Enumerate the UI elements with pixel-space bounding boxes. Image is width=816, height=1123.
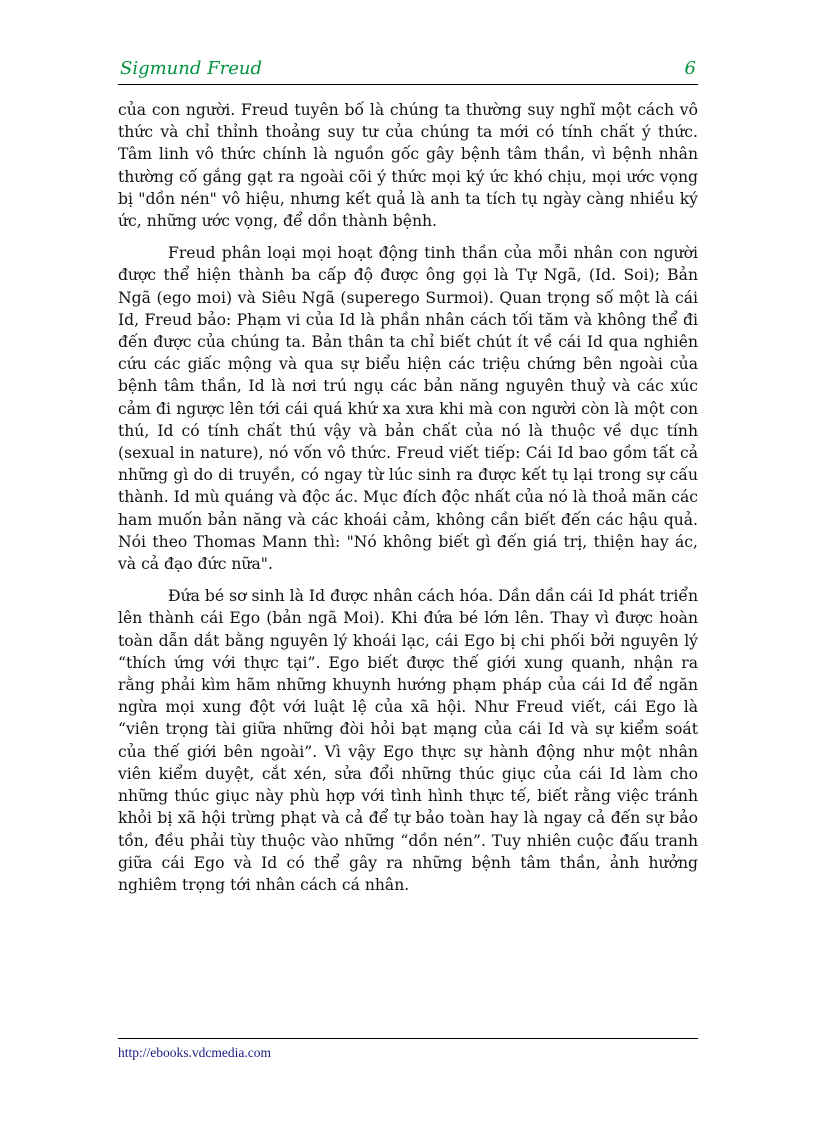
page-header xyxy=(118,58,698,85)
page-number: 6 xyxy=(684,58,696,79)
paragraph-id-description: Freud phân loại mọi hoạt động tinh thần của mỗi nhân con người được thể hiện thành ba cấp độ được ông gọi là Tự Ngã, (Id. Soi); Bản Ngã (ego moi) và Siêu Ngã (superego Surmoi). Quan trọng số một là cái Id, Freud bảo: Phạm vi của Id là phần nhân cách tối tăm và không thể đi đến được của chúng ta. Bản thân ta chỉ biết chút ít về cái Id qua nghiên cứu các giấc mộng và qua sự biểu hiện các triệu chứng bên ngoài của bệnh tâm thần, Id là nơi trú ngụ các bản năng nguyên thuỷ và các xúc cảm đi ngược lên tới cái quá khứ xa xưa khi mà con người còn là một con thú, Id có tính chất thú vậy và bản chất của nó là thuộc về dục tính (sexual in nature), nó vốn vô thức. Freud viết tiếp: Cái Id bao gồm tất cả những gì do di truyền, có ngay từ lúc sinh ra được kết tụ lại trong sự cấu thành. Id mù quáng và độc ác. Mục đích độc nhất của nó là thoả mãn các ham muốn bản năng và các khoái cảm, không cần biết đến các hậu quả. Nói theo Thomas Mann thì: "Nó không biết gì đến giá trị, thiện hay ác, và cả đạo đức nữa". xyxy=(118,244,698,574)
footer-divider xyxy=(118,1038,698,1039)
paragraph-ego-description: Đứa bé sơ sinh là Id được nhân cách hóa. Dần dần cái Id phát triển lên thành cái Ego (bản ngã Moi). Khi đứa bé lớn lên. Thay vì được hoàn toàn dẫn dắt bằng nguyên lý khoái lạc, cái Ego bị chi phối bởi nguyên lý “thích ứng với thực tại”. Ego biết được thế giới xung quanh, nhận ra rằng phải kìm hãm những khuynh hướng phạm pháp của cái Id để ngăn ngừa mọi xung đột với luật lệ của xã hội. Như Freud viết, cái Ego là “viên trọng tài giữa những đòi hỏi bạt mạng của cái Id và sự kiểm soát của thế giới bên ngoài”. Vì vậy Ego thực sự hành động như một nhân viên kiểm duyệt, cắt xén, sửa đổi những thúc giục của cái Id làm cho những thúc giục này phù hợp với tình hình thực tế, biết rằng việc tránh khỏi bị xã hội trừng phạt và cả để tự bảo toàn hay là ngay cả đến sự bảo tồn, đều phải tùy thuộc vào những “dồn nén”. Tuy nhiên cuộc đấu tranh giữa cái Ego và Id có thể gây ra những bệnh tâm thần, ảnh hưởng nghiêm trọng tới nhân cách cá nhân. xyxy=(118,587,698,894)
paragraph-continued: của con người. Freud tuyên bố là chúng ta thường suy nghĩ một cách vô thức và chỉ thỉnh thoảng suy tư của chúng ta mới có tính chất ý thức. Tâm linh vô thức chính là nguồn gốc gây bệnh tâm thần, vì bệnh nhân thường cố gắng gạt ra ngoài cõi ý thức mọi ký ức khó chịu, mọi ước vọng bị "dồn nén" vô hiệu, nhưng kết quả là anh ta tích tụ ngày càng nhiều ký ức, những ước vọng, để dồn thành bệnh. xyxy=(118,101,698,231)
footer-website-link[interactable]: http://ebooks.vdcmedia.com xyxy=(118,1045,271,1060)
book-author-title: Sigmund Freud xyxy=(120,58,262,79)
page-body xyxy=(118,99,698,906)
